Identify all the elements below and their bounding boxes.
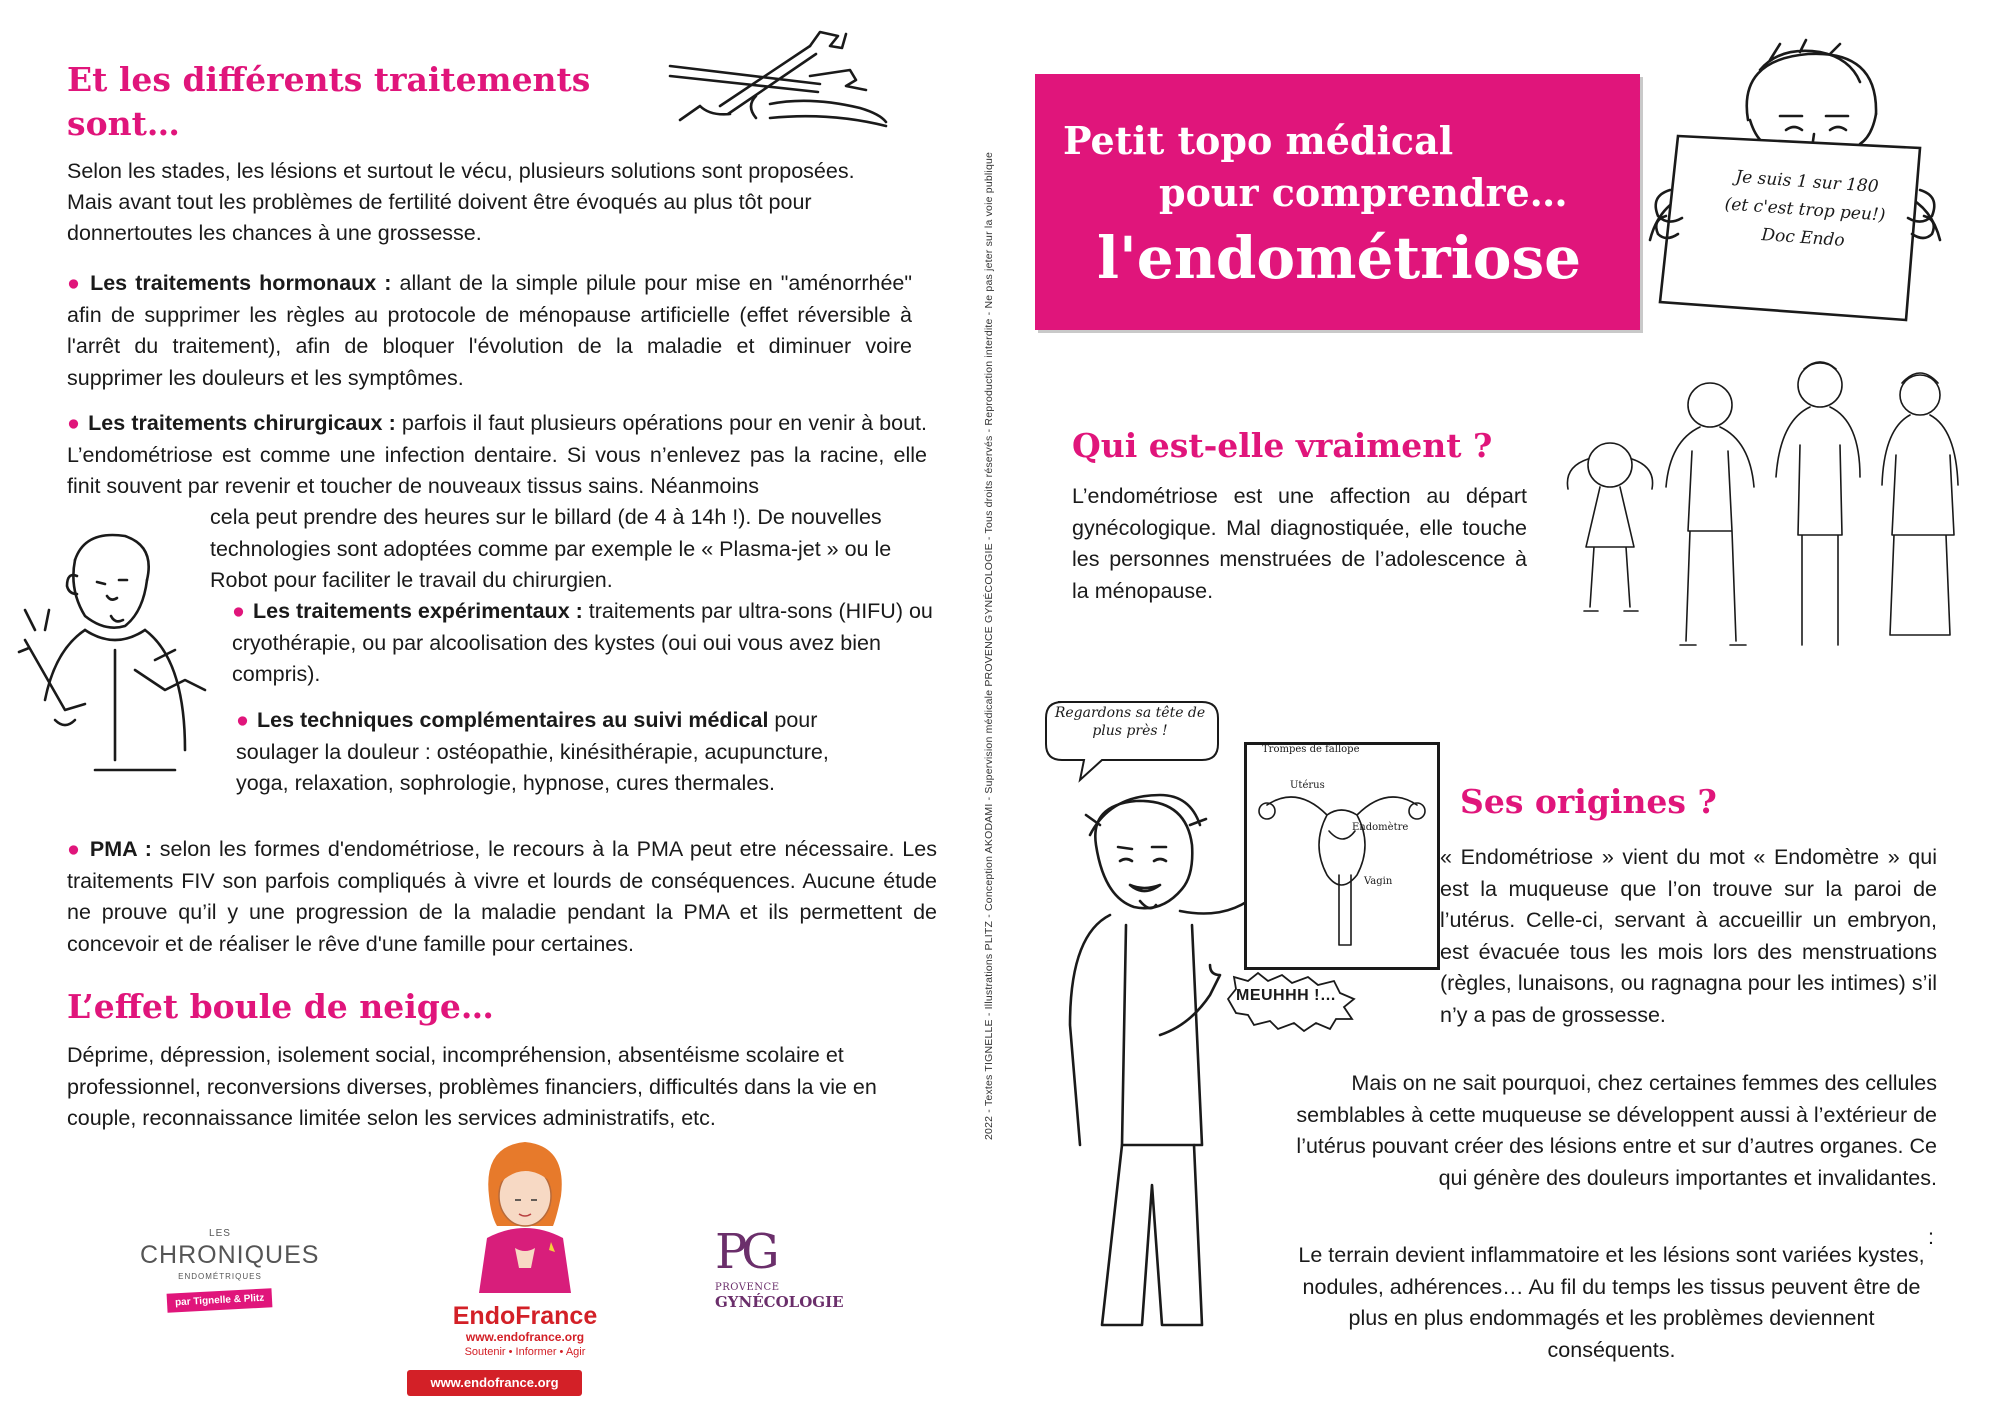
origins-paragraph-3: Le terrain devient inflammatoire et les lésions sont variées kystes, nodules, adhérences… Au fil du temps les tissus peuvent être de plus en plus endommagés et les problèmes deviennent conséquents. bbox=[1298, 1243, 1925, 1362]
sign-line3: Doc Endo bbox=[1760, 225, 1846, 251]
endofrance-mascot bbox=[455, 1138, 595, 1293]
sign-line2: (et c'est trop peu!) bbox=[1723, 194, 1886, 226]
four-women-illustration bbox=[1550, 355, 1980, 655]
treatments-heading-line1: Et les différents traitements bbox=[67, 60, 591, 99]
credits-vertical: 2022 - Textes TIGNELLE - Illustrations PLITZ - Conception AKODAMI - Supervision médicale PROVENCE GYNÉCOLOGIE - Tous droits réservés - Reproduction interdite - Ne pas jeter sur la voie publique bbox=[983, 151, 995, 1140]
title-banner bbox=[1035, 74, 1640, 330]
hormonal-label: Les traitements hormonaux : bbox=[90, 271, 392, 295]
origins-colon: : bbox=[1928, 1225, 1934, 1249]
endofrance-name: EndoFrance bbox=[452, 1302, 598, 1330]
label-vagin: Vagin bbox=[1364, 876, 1393, 887]
snowball-paragraph: Déprime, dépression, isolement social, incompréhension, absentéisme scolaire et professionnel, reconversions diverses, problèmes financiers, difficultés dans la vie en couple, reconnaissance limitée selon les services administratifs, etc. bbox=[67, 1043, 877, 1130]
who-heading: Qui est-elle vraiment ? bbox=[1072, 426, 1493, 465]
provence-gynecologie-logo bbox=[715, 1224, 865, 1318]
origins-paragraph-2: Mais on ne sait pourquoi, chez certaines femmes des cellules semblables à cette muqueuse se développent aussi à l’extérieur de l’utérus pouvant créer des lésions entre et sur d’autres organes. Ce qui génère des douleurs importantes et invalidantes. bbox=[1296, 1071, 1937, 1190]
endofrance-logo-text bbox=[400, 1302, 650, 1358]
uterus-diagram bbox=[1244, 742, 1440, 970]
label-uterus: Utérus bbox=[1290, 780, 1325, 791]
pg-line2: GYNÉCOLOGIE bbox=[715, 1293, 844, 1311]
pg-mark: PG bbox=[715, 1224, 774, 1280]
title-line3: l'endométriose bbox=[1097, 224, 1581, 292]
experimental-text: traitements par ultra-sons (HIFU) ou cryothérapie, ou par alcoolisation des kystes (oui oui vous avez bien compris). bbox=[232, 599, 933, 686]
bullet-icon: ● bbox=[236, 708, 249, 732]
bullet-icon: ● bbox=[67, 837, 82, 861]
experimental-label: Les traitements expérimentaux : bbox=[253, 599, 583, 623]
chroniques-subtitle: ENDOMÉTRIQUES bbox=[178, 1272, 262, 1281]
surgical-label: Les traitements chirurgicaux : bbox=[88, 411, 396, 435]
speech-bubble-look-text: Regardons sa tête de plus près ! bbox=[1054, 705, 1206, 739]
pg-line1: PROVENCE bbox=[715, 1282, 780, 1293]
snowball-heading: L’effet boule de neige… bbox=[67, 987, 494, 1026]
who-paragraph: L’endométriose est une affection au départ gynécologique. Mal diagnostiquée, elle touche les personnes menstruées de l’adolescence à la ménopause. bbox=[1072, 484, 1527, 603]
treatments-heading-line2: sont… bbox=[67, 104, 180, 143]
pma-label: PMA : bbox=[89, 837, 152, 861]
surgical-paragraph bbox=[67, 408, 927, 503]
endofrance-url-small: www.endofrance.org bbox=[465, 1330, 585, 1344]
origins-paragraph-1: « Endométriose » vient du mot « Endomètre » qui est la muqueuse que l’on trouve sur la paroi de l’utérus. Celle-ci, servant à accueillir un embryon, est évacuée tous les mois lors des menstruations (règles, lunaisons, ou ragnagna pour les intimes) s’il n’y a pas de grossesse. bbox=[1440, 845, 1937, 1027]
origins-heading: Ses origines ? bbox=[1460, 782, 1717, 821]
sign-text bbox=[1717, 162, 1892, 258]
pma-text: selon les formes d'endométriose, le recours à la PMA peut etre nécessaire. Les traitements FIV son parfois compliqués à vivre et lourds de conséquences. Aucune étude ne prouve qu’il y une progression de la maladie pendant la PMA et ils permettent de concevoir et de réaliser le rêve d'une famille pour certaines. bbox=[67, 837, 937, 956]
doctor-instruments-illustration bbox=[15, 520, 235, 780]
complementary-paragraph bbox=[236, 705, 886, 800]
sign-line1: Je suis 1 sur 180 bbox=[1734, 167, 1880, 198]
surgical-text: parfois il faut plusieurs opérations pour en venir à bout. L’endométriose est comme une infection dentaire. Si vous n’enlevez pas la racine, elle finit souvent par revenir et toucher de nouveaux tissus sains. Néanmoins bbox=[67, 411, 927, 498]
surgical-continuation: cela peut prendre des heures sur le billard (de 4 à 14h !). De nouvelles technologies sont adoptées comme par exemple le « Plasma-jet » ou le Robot pour faciliter le travail du chirurgien. bbox=[210, 505, 892, 592]
hormonal-paragraph bbox=[67, 268, 912, 394]
complementary-text: pour soulager la douleur : ostéopathie, kinésithérapie, acupuncture, yoga, relaxation, sophrologie, hypnose, cures thermales. bbox=[236, 708, 829, 795]
title-line2: pour comprendre… bbox=[1159, 170, 1568, 215]
label-trompes: Trompes de fallope bbox=[1262, 744, 1360, 755]
chroniques-title: CHRONIQUES bbox=[140, 1241, 320, 1269]
tools-illustration bbox=[660, 26, 910, 146]
label-endometre: Endomètre bbox=[1352, 822, 1409, 833]
speech-bubble-meuh-text: MEUHHH !… bbox=[1236, 987, 1337, 1004]
experimental-paragraph bbox=[232, 596, 952, 691]
chroniques-les: LES bbox=[209, 1228, 231, 1239]
intro-line-1: Selon les stades, les lésions et surtout le vécu, plusieurs solutions sont proposées. bbox=[67, 159, 855, 183]
bullet-icon: ● bbox=[232, 599, 245, 623]
chroniques-logo bbox=[140, 1228, 320, 1343]
hormonal-text: allant de la simple pilule pour mise en "aménorrhée" afin de supprimer les règles au protocole de ménopause artificielle (effet réversible à l'arrêt du traitement), afin de bloquer l'évolution de la maladie et diminuer voire supprimer les douleurs et les symptômes. bbox=[67, 271, 912, 390]
endofrance-tagline: Soutenir • Informer • Agir bbox=[464, 1346, 586, 1358]
pma-paragraph bbox=[67, 834, 937, 960]
endofrance-website-link[interactable]: www.endofrance.org bbox=[407, 1370, 582, 1396]
chroniques-authors: par Tignelle & Plitz bbox=[167, 1288, 273, 1312]
bullet-icon: ● bbox=[67, 411, 81, 435]
intro-line-3: donnertoutes les chances à une grossesse. bbox=[67, 221, 482, 245]
title-line1: Petit topo médical bbox=[1063, 118, 1454, 163]
complementary-label: Les techniques complémentaires au suivi médical bbox=[257, 708, 769, 732]
bullet-icon: ● bbox=[67, 271, 83, 295]
intro-line-2: Mais avant tout les problèmes de fertilité doivent être évoqués au plus tôt pour bbox=[67, 190, 812, 214]
